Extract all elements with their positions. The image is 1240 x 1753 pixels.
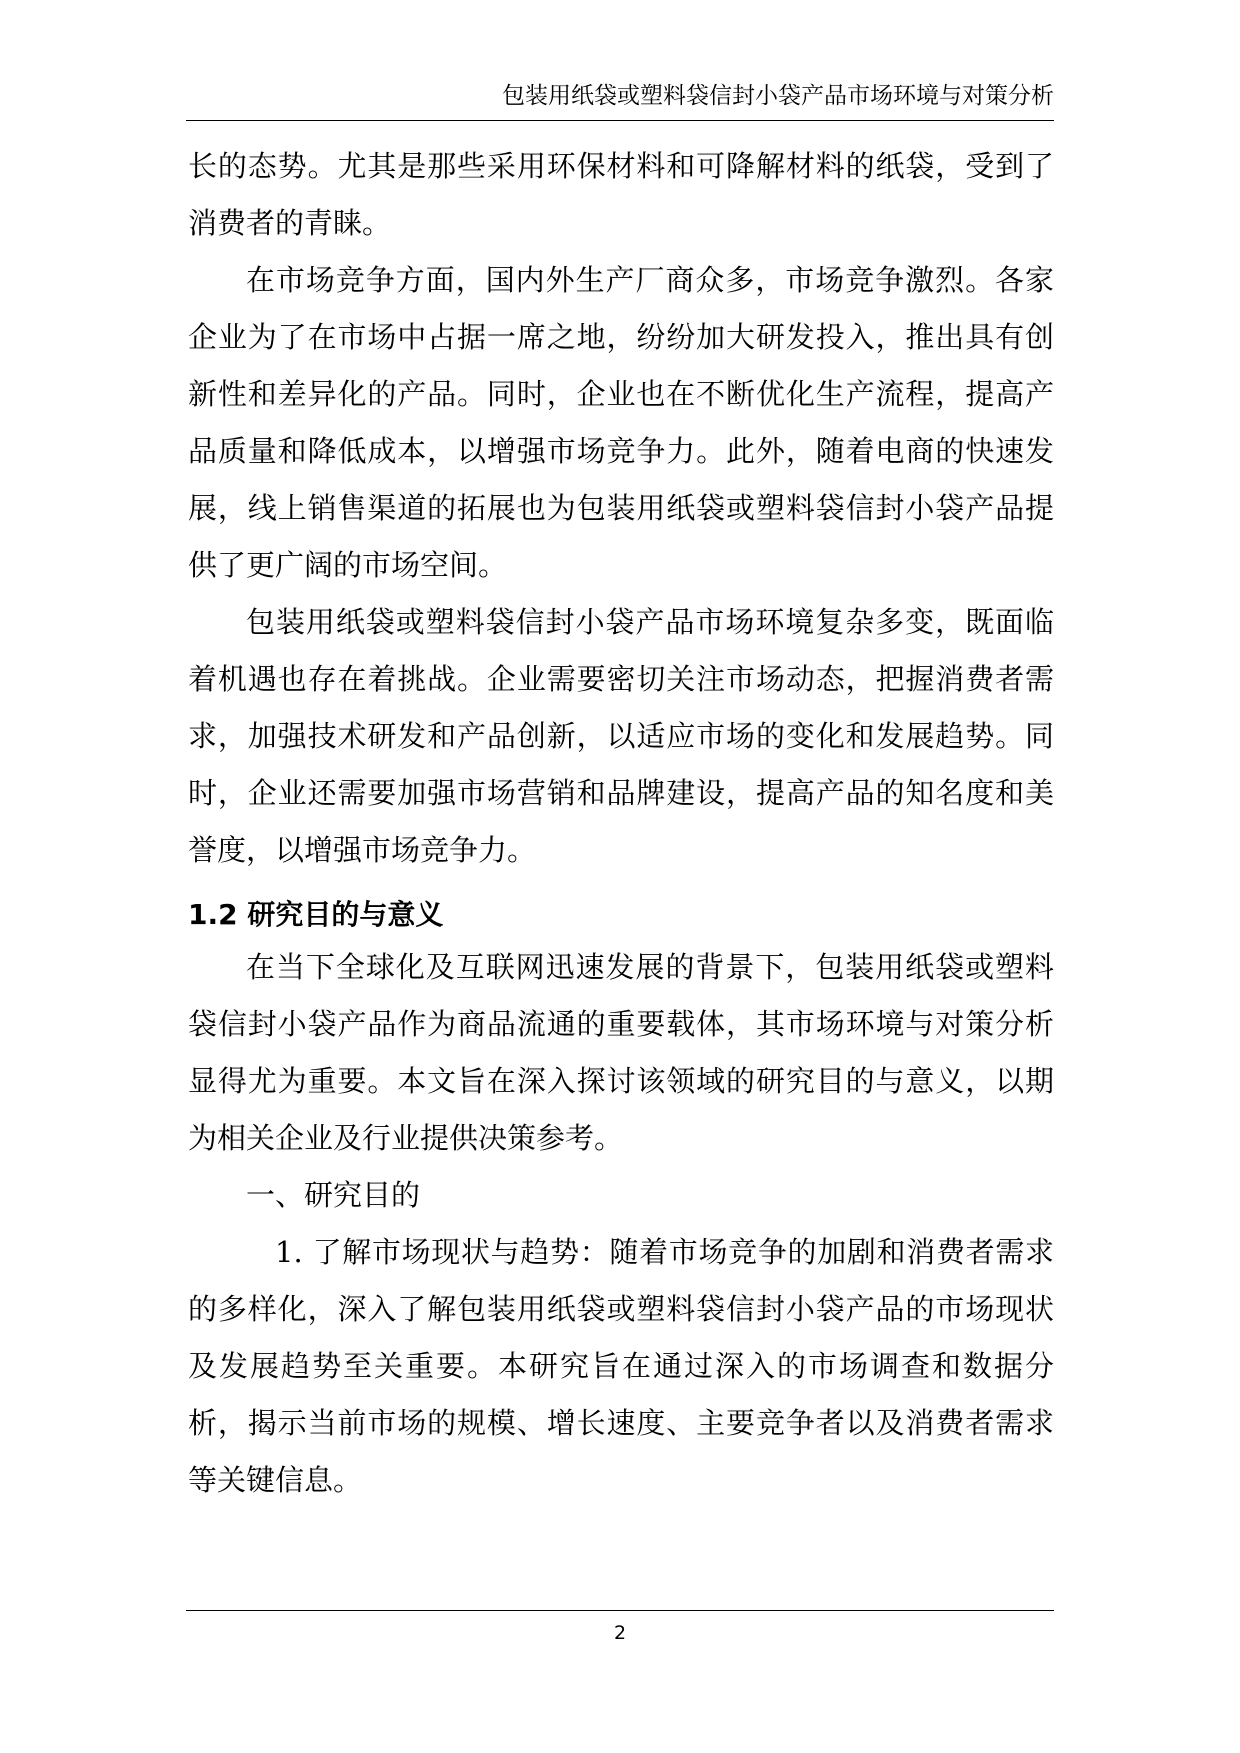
body-text (188, 138, 1054, 1509)
paragraph-research-background: 在当下全球化及互联网迅速发展的背景下，包装用纸袋或塑料袋信封小袋产品作为商品流通的重要载体，其市场环境与对策分析显得尤为重要。本文旨在深入探讨该领域的研究目的与意义，以期为相关企业及行业提供决策参考。 (188, 950, 1054, 1155)
list-item-market-status: 1. 了解市场现状与趋势：随着市场竞争的加剧和消费者需求的多样化，深入了解包装用纸袋或塑料袋信封小袋产品的市场现状及发展趋势至关重要。本研究旨在通过深入的市场调查和数据分析，揭示当前市场的规模、增长速度、主要竞争者以及消费者需求等关键信息。 (188, 1235, 1054, 1497)
section-heading-1-2: 1.2 研究目的与意义 (188, 898, 444, 931)
header-divider (186, 120, 1054, 121)
running-header-title: 包装用纸袋或塑料袋信封小袋产品市场环境与对策分析 (502, 83, 1054, 109)
footer-divider (186, 1610, 1054, 1611)
page-number: 2 (613, 1622, 627, 1644)
paragraph-market-environment: 包装用纸袋或塑料袋信封小袋产品市场环境复杂多变，既面临着机遇也存在着挑战。企业需要密切关注市场动态，把握消费者需求，加强技术研发和产品创新，以适应市场的变化和发展趋势。同时，企业还需要加强市场营销和品牌建设，提高产品的知名度和美誉度，以增强市场竞争力。 (188, 605, 1054, 867)
paragraph-market-competition: 在市场竞争方面，国内外生产厂商众多，市场竞争激烈。各家企业为了在市场中占据一席之地，纷纷加大研发投入，推出具有创新性和差异化的产品。同时，企业也在不断优化生产流程，提高产品质量和降低成本，以增强市场竞争力。此外，随着电商的快速发展，线上销售渠道的拓展也为包装用纸袋或塑料袋信封小袋产品提供了更广阔的市场空间。 (188, 263, 1054, 582)
subheading-research-purpose: 一、研究目的 (246, 1178, 421, 1212)
paragraph-continuation: 长的态势。尤其是那些采用环保材料和可降解材料的纸袋，受到了消费者的青睐。 (188, 149, 1054, 240)
